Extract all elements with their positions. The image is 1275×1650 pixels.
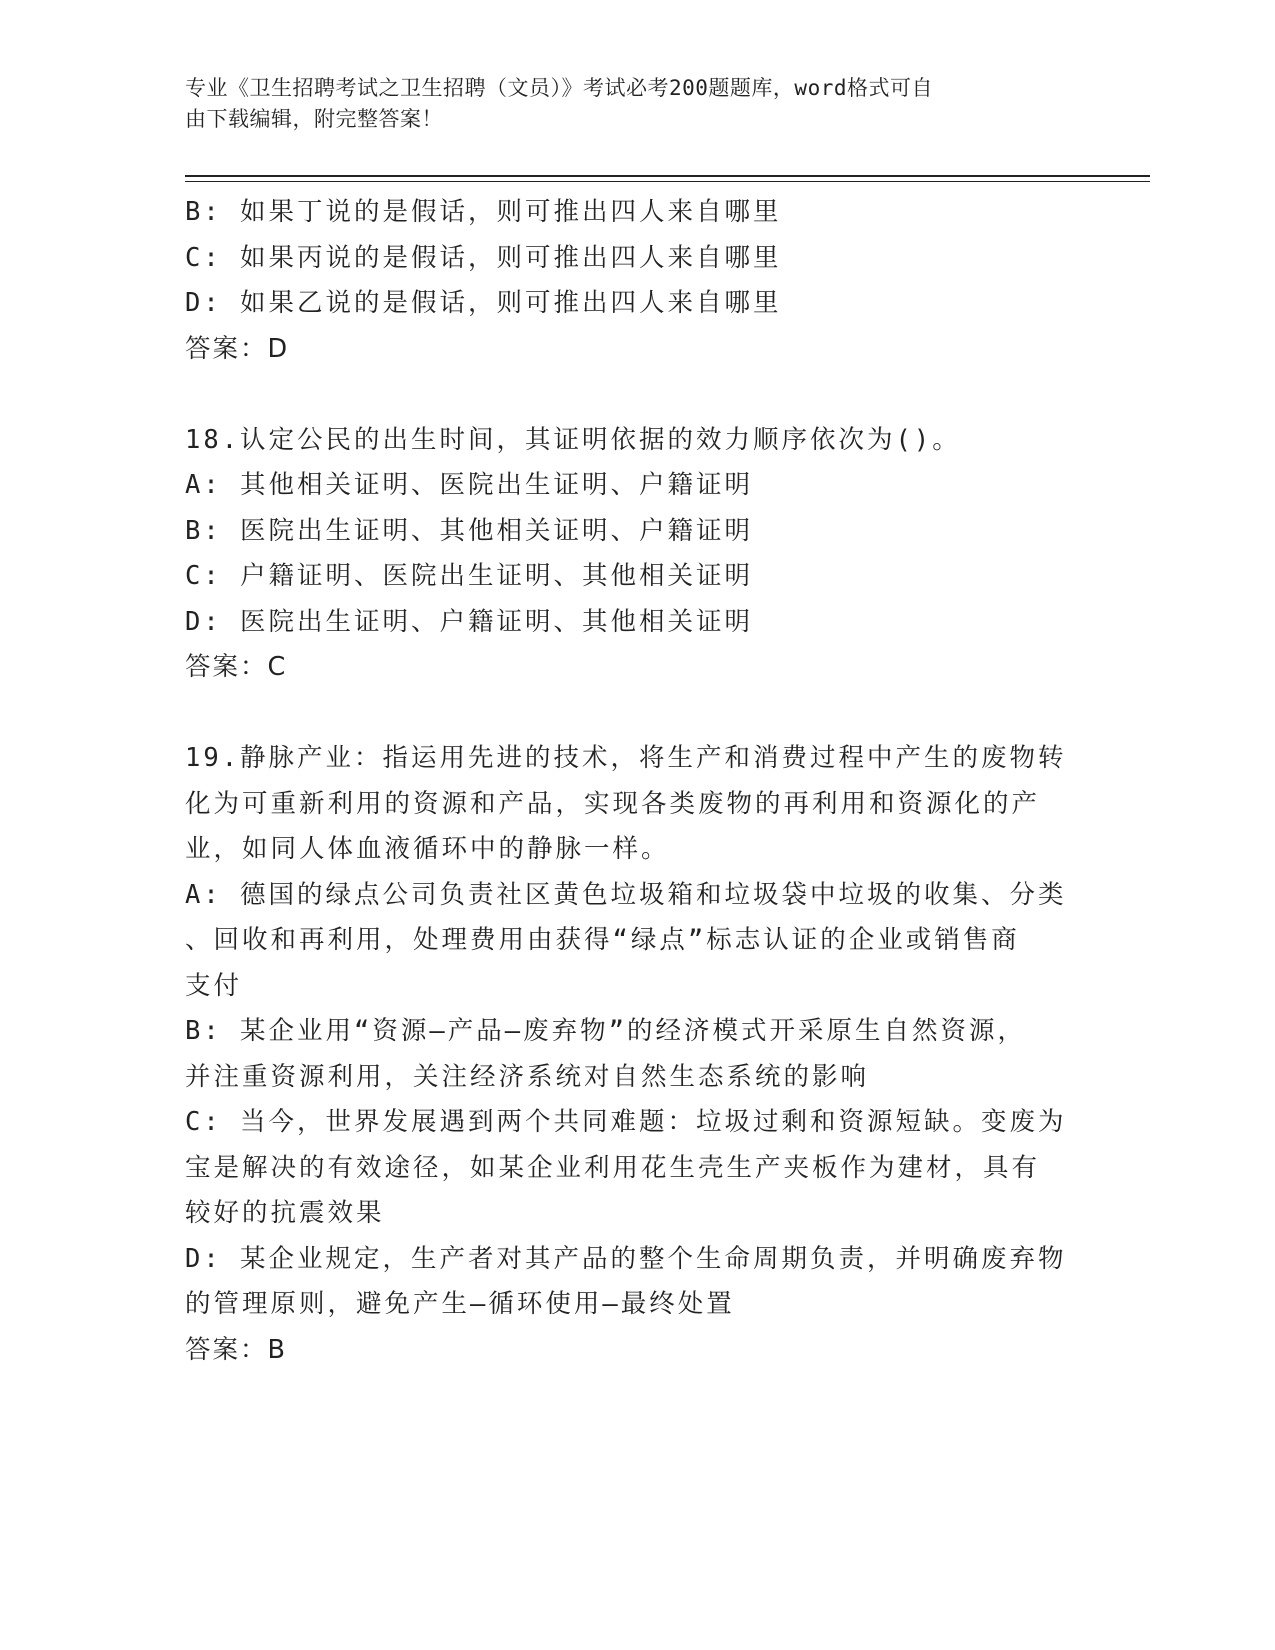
header-rule-thick xyxy=(185,175,1150,177)
q19-option-b-line: B: 某企业用“资源—产品—废弃物”的经济模式开采原生自然资源， xyxy=(185,1016,1026,1046)
header-line-2: 由下载编辑，附完整答案！ xyxy=(185,107,443,131)
header-rule-thin xyxy=(185,181,1150,182)
q19-answer: 答案：B xyxy=(185,1334,287,1365)
q19-option-a-line: 、回收和再利用，处理费用由获得“绿点”标志认证的企业或销售商 xyxy=(185,925,1020,955)
q19-question-line: 化为可重新利用的资源和产品，实现各类废物的再利用和资源化的产 xyxy=(185,788,1041,819)
q19-question-line: 19.静脉产业：指运用先进的技术，将生产和消费过程中产生的废物转 xyxy=(185,743,1067,773)
q18-option-d: D: 医院出生证明、户籍证明、其他相关证明 xyxy=(185,606,754,637)
question-content xyxy=(185,190,1070,1373)
q17-option-b: B: 如果丁说的是假话，则可推出四人来自哪里 xyxy=(185,197,782,227)
q19-option-a-line: 支付 xyxy=(185,970,243,1001)
spacer xyxy=(185,372,1070,418)
q19-option-c-line: 宝是解决的有效途径，如某企业利用花生壳生产夹板作为建材，具有 xyxy=(185,1152,1041,1183)
q17-option-d: D: 如果乙说的是假话，则可推出四人来自哪里 xyxy=(185,288,782,318)
q18-question: 18.认定公民的出生时间，其证明依据的效力顺序依次为()。 xyxy=(185,424,961,455)
q19-option-c-line: C: 当今，世界发展遇到两个共同难题：垃圾过剩和资源短缺。变废为 xyxy=(185,1107,1067,1137)
header-line-1: 专业《卫生招聘考试之卫生招聘（文员）》考试必考200题题库，word格式可自 xyxy=(185,76,933,100)
q19-option-b-line: 并注重资源利用，关注经济系统对自然生态系统的影响 xyxy=(185,1061,870,1092)
q19-option-c-line: 较好的抗震效果 xyxy=(185,1198,385,1228)
q17-option-c: C: 如果丙说的是假话，则可推出四人来自哪里 xyxy=(185,242,782,273)
q19-option-d-line: D: 某企业规定，生产者对其产品的整个生命周期负责，并明确废弃物 xyxy=(185,1243,1067,1274)
q19-option-a-line: A: 德国的绿点公司负责社区黄色垃圾箱和垃圾袋中垃圾的收集、分类 xyxy=(185,879,1067,910)
q18-answer: 答案：C xyxy=(185,652,288,682)
spacer xyxy=(185,691,1070,737)
q18-option-b: B: 医院出生证明、其他相关证明、户籍证明 xyxy=(185,515,754,546)
q18-option-a: A: 其他相关证明、医院出生证明、户籍证明 xyxy=(185,470,754,500)
document-header xyxy=(185,73,1065,135)
q19-option-d-line: 的管理原则，避免产生—循环使用—最终处置 xyxy=(185,1289,735,1319)
q17-answer: 答案：D xyxy=(185,333,290,364)
q19-question-line: 业，如同人体血液循环中的静脉一样。 xyxy=(185,834,670,864)
q18-option-c: C: 户籍证明、医院出生证明、其他相关证明 xyxy=(185,561,754,591)
